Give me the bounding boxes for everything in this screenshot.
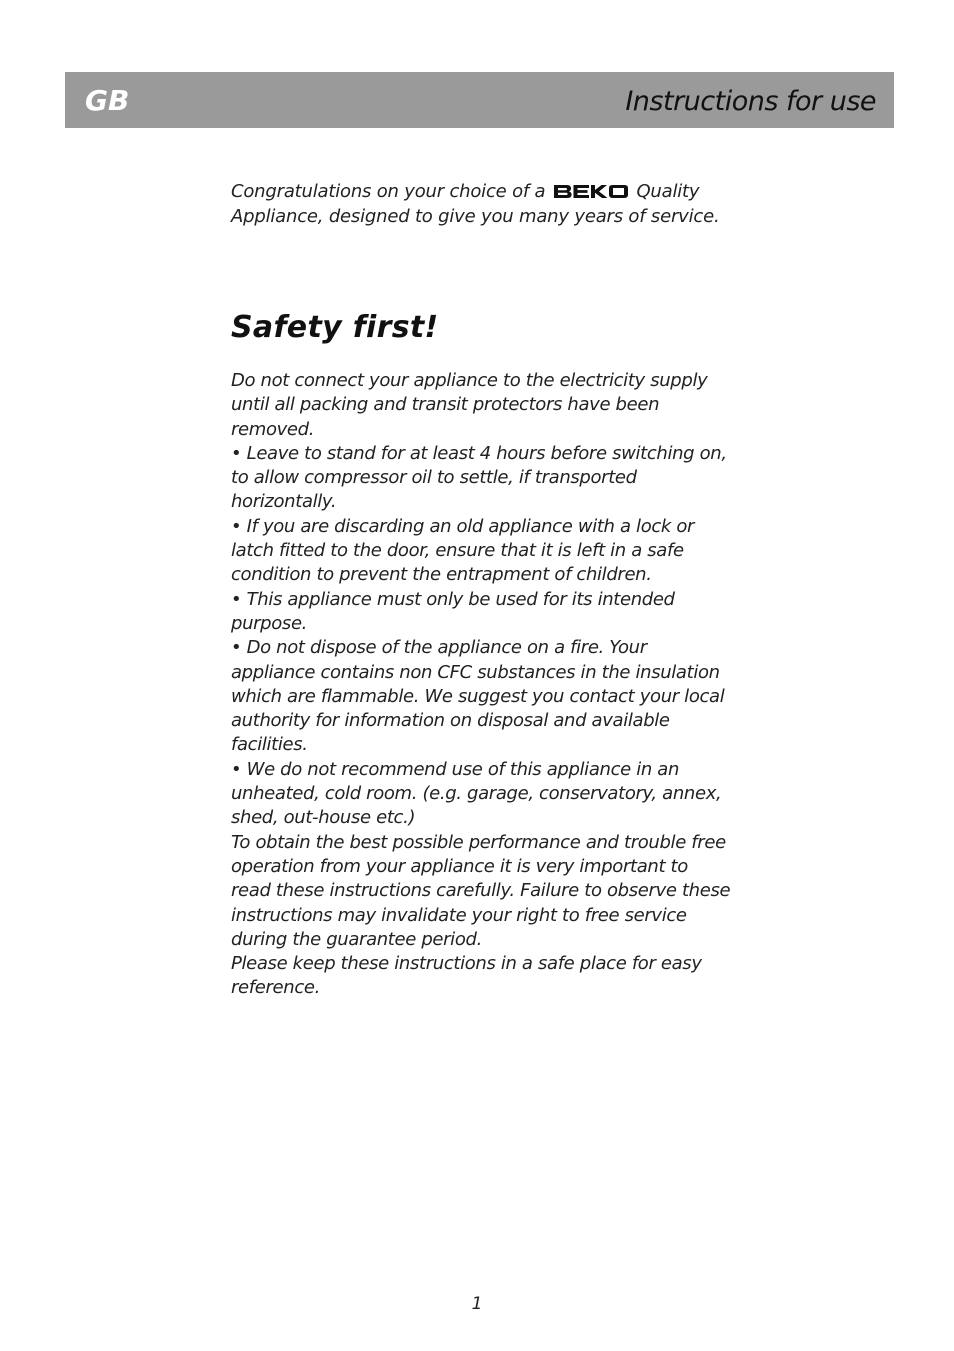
page-number: 1 [471,1294,483,1314]
safety-paragraph: To obtain the best possible performance and trouble free operation from your appliance it is very important to read these instructions carefully. Failure to observe these instructions may invalidate your right to free service during the guarantee period. [231,831,731,950]
language-code: GB [85,84,130,117]
safety-body [231,369,731,1001]
intro-text [231,179,731,229]
safety-paragraph: • This appliance must only be used for its intended purpose. [231,588,675,634]
safety-paragraph: • Do not dispose of the appliance on a fire. Your appliance contains non CFC substances in the insulation which are flammable. We suggest you contact your local authority for information on disposal and available facilities. [231,637,725,756]
safety-paragraph: Please keep these instructions in a safe place for easy reference. [231,953,702,999]
header-bar [65,72,894,128]
safety-paragraph: • We do not recommend use of this appliance in an unheated, cold room. (e.g. garage, conservatory, annex, shed, out-house etc.) [231,758,722,829]
safety-paragraph: Do not connect your appliance to the electricity supply until all packing and transit protectors have been removed. [231,370,708,440]
intro-before-logo: Congratulations on your choice of a [231,181,546,202]
intro-after-logo: Quality Appliance, designed to give you many years of service. [231,181,720,227]
section-heading: Safety first! [231,310,439,345]
safety-paragraph: • If you are discarding an old appliance with a lock or latch fitted to the door, ensure that it is left in a safe condition to prevent the entrapment of children. [231,515,695,586]
document-title: Instructions for use [625,86,876,117]
beko-logo-icon [553,184,629,199]
safety-paragraph: • Leave to stand for at least 4 hours before switching on, to allow compressor oil to settle, if transported horizontally. [231,442,727,513]
